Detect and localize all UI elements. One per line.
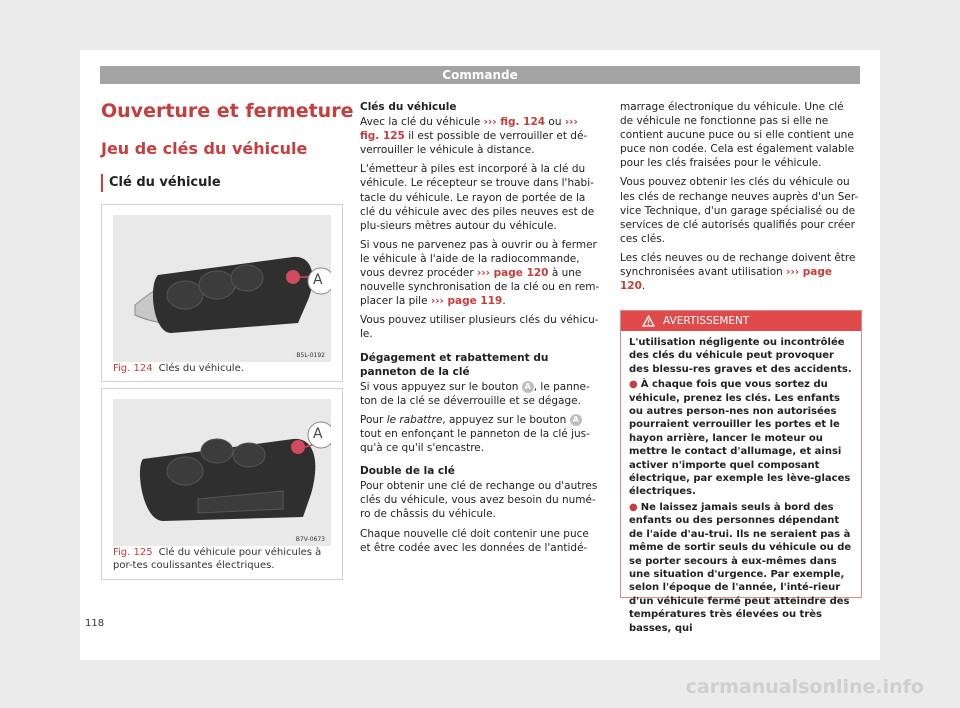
paragraph (360, 115, 600, 157)
page-ref-link[interactable]: ››› page 120 (620, 266, 833, 293)
heading-panneton: Dégagement et rabattement du panneton de la clé (360, 351, 549, 378)
key-photo (113, 399, 331, 546)
warning-intro: L'utilisation négligente ou incontrôlée des clés du véhicule peut provoquer des blessu-res graves et des accidents. (629, 337, 852, 375)
paragraph: Vous pouvez obtenir les clés du véhicule ou les clés de rechange neuves auprès d'un Ser-vice Technique, d'un garage spécialisé ou de services de clé autorisés qualifiés pour créer ces clés. (620, 176, 859, 245)
section-title: Jeu de clés du véhicule (101, 139, 308, 158)
bullet-icon: ● (629, 501, 638, 513)
text-run: . (641, 280, 646, 293)
image-code: B5L-0192 (296, 352, 325, 359)
warning-bullet (629, 378, 855, 499)
warning-header (621, 311, 861, 331)
warning-box (620, 310, 862, 634)
paragraph: Chaque nouvelle clé doit contenir une puce et être codée avec les données de l'antidé- (360, 527, 589, 554)
paragraph (360, 238, 600, 308)
figure-caption (113, 546, 333, 572)
text-run: , appuyez sur le bouton (442, 413, 570, 426)
text-run: , le panne-ton de la clé se déverrouille et se dégage. (360, 380, 590, 407)
bullet-icon: ● (629, 379, 638, 391)
paragraph (620, 251, 860, 293)
paragraph: Vous pouvez utiliser plusieurs clés du véhicu-le. (360, 314, 599, 341)
figure-124 (101, 204, 343, 382)
image-code: B7V-0673 (295, 536, 325, 543)
page-ref-link[interactable]: ››› page 120 (477, 267, 549, 280)
figure-125 (101, 388, 343, 580)
paragraph: Pour obtenir une clé de rechange ou d'autres clés du véhicule, vous avez besoin du numé-ro de châssis du véhicule. (360, 480, 598, 521)
subsection-title: Clé du véhicule (101, 174, 221, 192)
text-run: ou (545, 116, 565, 129)
text-run: il est possible de verrouiller et dé-verrouiller le véhicule à distance. (360, 130, 588, 157)
figure-label: Fig. 124 (113, 363, 153, 374)
text-column-2 (360, 100, 600, 560)
paragraph (360, 413, 600, 455)
figure-ref-link[interactable]: ››› fig. 125 (360, 116, 578, 143)
warning-title: AVERTISSEMENT (663, 315, 750, 327)
key-photo (113, 215, 331, 362)
button-a-badge: A (570, 414, 582, 426)
warning-bullet (629, 501, 855, 635)
text-run: Ne laissez jamais seuls à bord des enfants ou des personnes dépendant de l'aide d'au-trui. Ils ne seraient pas à même de sortir seuls du véhicule ou de se porter secours à eux-mêmes dans une situation d'urgence. Par exemple, selon l'époque de l'année, l'inté-rieur d'un véhicule fermé peut atteindre des températures très élevées ou très basses, qui (629, 501, 852, 634)
warning-body (621, 331, 861, 635)
text-run: tout en enfonçant le panneton de la clé jus-qu'à ce qu'il s'encastre. (360, 427, 590, 455)
figure-caption-text: Clés du véhicule. (158, 363, 244, 374)
figure-caption-text: Clé du véhicule pour véhicules à por-tes coulissantes électriques. (113, 547, 322, 571)
text-column-3 (620, 100, 860, 298)
paragraph (360, 380, 600, 408)
button-a-badge: A (522, 381, 534, 393)
figure-caption (113, 362, 333, 375)
page-ref-link[interactable]: ››› page 119 (430, 295, 503, 308)
text-emphasis: le rabattre (386, 413, 443, 426)
text-run: Si vous ne parvenez pas à ouvrir ou à fermer le véhicule à l'aide de la radiocommande, vous devrez procéder (360, 238, 597, 280)
text-run: Pour (360, 413, 387, 426)
section-banner: Commande (100, 66, 860, 84)
paragraph: marrage électronique du véhicule. Une clé de véhicule ne fonctionne pas si elle ne contient aucune puce ou si elle contient une puce non codée. Cela est également valable pour les clés fraisées pour le véhicule. (620, 101, 855, 170)
page-title: Ouverture et fermeture (101, 100, 354, 122)
text-run: Si vous appuyez sur le bouton (360, 380, 522, 393)
watermark: carmanualsonline.info (685, 676, 924, 698)
callout-a: A (313, 426, 323, 442)
text-run: À chaque fois que vous sortez du véhicule, prenez les clés. Les enfants ou autres person-nes non autorisées pourraient verrouiller les portes et le hayon arrière, lancer le moteur ou mettre le contact d'allumage, et ainsi activer n'importe quel composant électrique, par exemple les lève-glaces électriques. (629, 379, 851, 498)
figure-label: Fig. 125 (113, 547, 153, 558)
callout-a: A (313, 272, 323, 288)
heading-cles: Clés du véhicule (360, 101, 457, 113)
paragraph: L'émetteur à piles est incorporé à la clé du véhicule. Le récepteur se trouve dans l'habi-tacle du véhicule. Le rayon de portée de la clé du véhicule avec des piles neuves est de plu-sieurs mètres autour du véhicule. (360, 163, 595, 232)
figure-ref-link[interactable]: ››› fig. 124 (483, 116, 546, 129)
text-run: Avec la clé du véhicule (360, 116, 484, 129)
warning-triangle-icon (642, 315, 655, 327)
heading-double: Double de la clé (360, 465, 455, 478)
text-run: à une nouvelle synchronisation de la clé ou en rem-placer la pile (360, 267, 600, 308)
text-run: . (502, 295, 506, 308)
text-run: Les clés neuves ou de rechange doivent être synchronisées avant utilisation (620, 251, 856, 279)
page-number: 118 (85, 618, 105, 629)
